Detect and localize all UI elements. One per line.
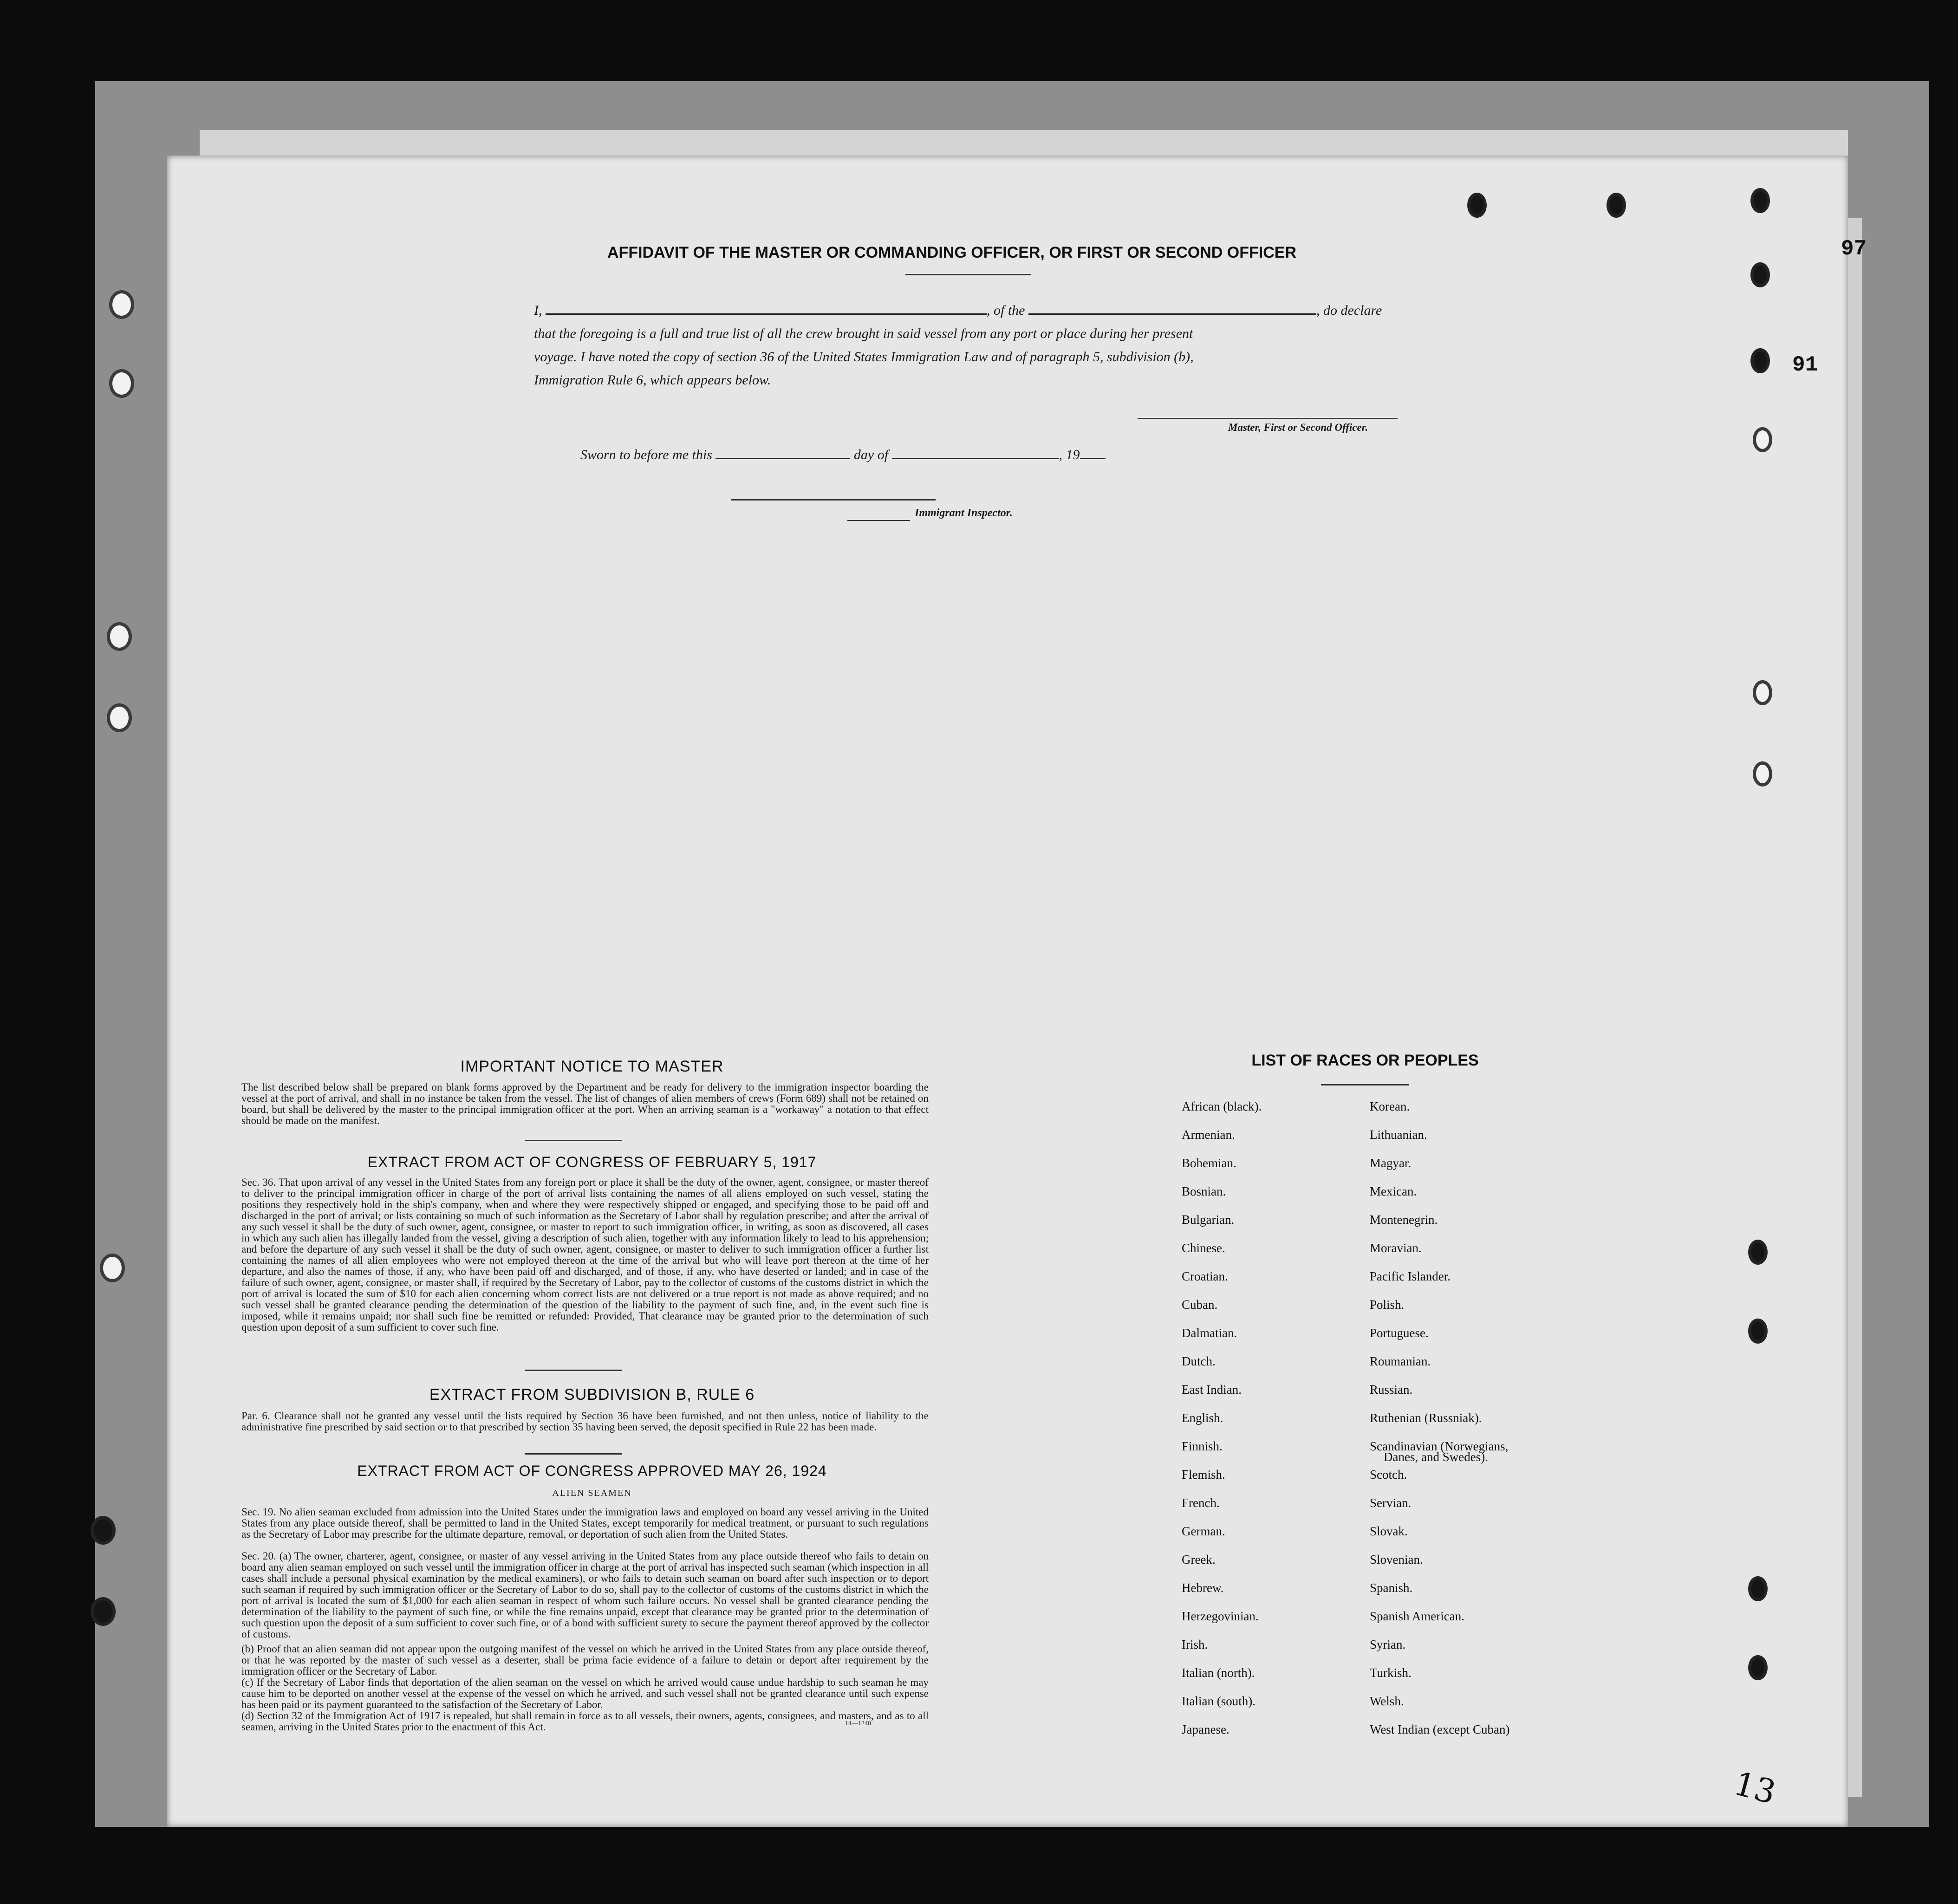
affidavit-line-1 — [534, 303, 1439, 318]
race-item: Servian. — [1370, 1496, 1412, 1510]
binder-hole — [1748, 1576, 1768, 1601]
page-number-mark-right: 91 — [1792, 353, 1818, 377]
races-rule — [1321, 1084, 1409, 1085]
race-item: Spanish. — [1370, 1581, 1413, 1595]
race-item: Dalmatian. — [1182, 1326, 1237, 1340]
race-item: Russian. — [1370, 1383, 1413, 1397]
race-item: Scotch. — [1370, 1468, 1407, 1482]
binder-hole — [1753, 680, 1772, 705]
day-of-text: day of — [853, 447, 889, 462]
race-item: Bosnian. — [1182, 1184, 1226, 1198]
race-item: Ruthenian (Russniak). — [1370, 1411, 1482, 1425]
race-item: Cuban. — [1182, 1298, 1218, 1312]
binder-hole — [1748, 1240, 1768, 1265]
race-item: Bulgarian. — [1182, 1213, 1235, 1227]
race-item: Croatian. — [1182, 1269, 1228, 1283]
race-item: East Indian. — [1182, 1383, 1242, 1397]
extract-1924-sec20a: Sec. 20. (a) The owner, charterer, agent, consignee, or master of any vessel arriving in the United States from any place outside thereof who fails to detain on board any alien seaman employed on such vessel until the immigration officer in charge at the port of arrival has inspected such seaman (which inspection in all cases shall include a personal physical examination by the medical examiners), or who fails to detain such seaman on board after such inspection or to deport such seaman if required by such immigration officer or the Secretary of Labor to do so, shall pay to the collector of customs of the customs district in which the port of arrival is located the sum of $1,000 for each alien seaman in respect of whom such failure occurs. No vessel shall be granted clearance pending the determination of the liability to the payment of such fine, or while the fine remains unpaid, except that clearance may be granted prior to the determination of such question upon the deposit of a sum sufficient to cover such fine, or of a bond with sufficient surety to secure the payment thereof approved by the collector of customs. — [241, 1551, 929, 1640]
race-item: Mexican. — [1370, 1184, 1417, 1198]
race-item: Magyar. — [1370, 1156, 1412, 1170]
section-rule — [525, 1453, 622, 1455]
race-item: Slovak. — [1370, 1524, 1408, 1538]
race-item: Scandinavian (Norwegians, — [1370, 1439, 1509, 1453]
binder-hole — [109, 290, 134, 319]
sworn-text: Sworn to before me this — [580, 447, 712, 462]
race-item: Roumanian. — [1370, 1354, 1431, 1368]
binder-hole — [100, 1254, 125, 1282]
race-item: Montenegrin. — [1370, 1213, 1438, 1227]
race-item: Italian (south). — [1182, 1694, 1255, 1708]
affidavit-declare: , do declare — [1316, 303, 1382, 318]
sworn-month-blank[interactable] — [892, 458, 1059, 459]
sworn-year-blank[interactable] — [1080, 458, 1106, 459]
race-item: Bohemian. — [1182, 1156, 1236, 1170]
form-number: 14—1240 — [845, 1720, 871, 1727]
binder-hole — [1748, 1319, 1768, 1344]
extract-1924-sec20b: (b) Proof that an alien seaman did not appear upon the outgoing manifest of the vessel on which he arrived in the United States from any place outside thereof, or that he was reported by the master of such vessel as a deserter, shall be prima facie evidence of a failure to detain or deport after requirement by the immigration officer or the Secretary of Labor. — [241, 1643, 929, 1677]
race-item: Armenian. — [1182, 1128, 1235, 1142]
master-name-blank[interactable] — [546, 313, 987, 315]
race-item: Dutch. — [1182, 1354, 1216, 1368]
inspector-dotted-line — [847, 520, 910, 521]
affidavit-i: I, — [534, 303, 542, 318]
race-item: Lithuanian. — [1370, 1128, 1427, 1142]
race-item: Greek. — [1182, 1553, 1216, 1566]
inspector-signature-line[interactable] — [731, 499, 936, 500]
alien-seamen-subtitle: ALIEN SEAMEN — [552, 1488, 632, 1498]
extract-rule6-title: EXTRACT FROM SUBDIVISION B, RULE 6 — [429, 1386, 755, 1404]
race-item: German. — [1182, 1524, 1225, 1538]
race-item: Syrian. — [1370, 1638, 1406, 1651]
race-item: Herzegovinian. — [1182, 1609, 1259, 1623]
page-number-mark-top: 97 — [1841, 237, 1867, 261]
extract-1924-sec20d: (d) Section 32 of the Immigration Act of 1917 is repealed, but shall remain in force as to all vessels, their owners, agents, consignees, and masters, and as to all seamen, arriving in the United States prior to the enactment of this Act. — [241, 1710, 929, 1733]
race-item: Moravian. — [1370, 1241, 1422, 1255]
handwritten-mark: 13 — [1730, 1764, 1780, 1812]
extract-rule6-body: Par. 6. Clearance shall not be granted any vessel until the lists required by Section 36 have been furnished, and not then unless, notice of liability to the administrative fine prescribed by said section or to that prescribed by section 35 having been served, the deposit specified in Rule 22 has been made. — [241, 1410, 929, 1433]
race-item: Welsh. — [1370, 1694, 1404, 1708]
affidavit-line-3: voyage. I have noted the copy of section 36 of the United States Immigration Law and of paragraph 5, subdivision (b), — [534, 349, 1194, 364]
affidavit-of-the: , of the — [987, 303, 1025, 318]
race-item: Japanese. — [1182, 1722, 1229, 1736]
section-rule — [525, 1370, 622, 1371]
extract-1924-sec19: Sec. 19. No alien seaman excluded from admission into the United States under the immigration laws and employed on board any vessel arriving in the United States from any place outside thereof, shall be permitted to land in the United States, except temporarily for medical treatment, or pursuant to such regulations as the Secretary of Labor may prescribe for the ultimate departure, removal, or deportation of such alien from the United States. — [241, 1506, 929, 1540]
binder-hole — [1753, 427, 1772, 452]
notice-body: The list described below shall be prepared on blank forms approved by the Department and be ready for delivery to the immigration inspector boarding the vessel at the port of arrival, and shall in no instance be taken from the vessel. The list of changes of alien members of crews (Form 689) shall not be retained on board, but shall be delivered by the master to the principal immigration officer at the port. When an arriving seaman is a "workaway" a notation to that effect should be made on the manifest. — [241, 1081, 929, 1126]
extract-1917-title: EXTRACT FROM ACT OF CONGRESS OF FEBRUARY 5, 1917 — [367, 1154, 817, 1170]
binder-hole — [1748, 1655, 1768, 1680]
race-item: Korean. — [1370, 1099, 1410, 1113]
binder-hole — [1753, 761, 1772, 786]
binder-hole — [1467, 193, 1487, 218]
signature-label: Master, First or Second Officer. — [1228, 422, 1368, 433]
extract-1917-body: Sec. 36. That upon arrival of any vessel in the United States from any foreign port or place it shall be the duty of the owner, agent, consignee, or master thereof to deliver to the principal immigration officer in charge of the port of arrival lists containing the names of all aliens employed on such vessel, stating the positions they respectively hold in the ship's company, when and where they were respectively shipped or engaged, and specifying those to be paid off and discharged in the port of arrival; or lists containing so much of such information as the Secretary of Labor shall by regulation prescribe; and after the arrival of any such vessel it shall be the duty of such owner, agent, consignee, or master to report to such immigration officer, in writing, as soon as discovered, all cases in which any such alien has illegally landed from the vessel, giving a description of such alien, together with any information likely to lead to his apprehension; and before the departure of any such vessel it shall be the duty of such owner, agent, consignee, or master to deliver to such immigration officer a further list containing the names of all alien employees who were not employed thereon at the time of the arrival but who will leave port thereon at the time of her departure, and also the names of those, if any, who have been paid off and discharged, and of those, if any, who have deserted or landed; and in case of the failure of such owner, agent, consignee, or master shall, if required by the Secretary of Labor, pay to the collector of customs of the customs district in which the port of arrival is located the sum of $10 for each alien concerning whom correct lists are not delivered or a true report is not made as above required; and no such vessel shall be granted clearance pending the determination of the question of the liability to the payment of such fine, and, in the event such fine is imposed, while it remains unpaid; nor shall such fine be remitted or refunded: Provided, That clearance may be granted prior to the determination of such question upon deposit of a sum sufficient to cover such fine. — [241, 1177, 929, 1333]
race-item: Polish. — [1370, 1298, 1405, 1312]
inspector-label: Immigrant Inspector. — [915, 507, 1013, 519]
race-item: English. — [1182, 1411, 1223, 1425]
race-item: Italian (north). — [1182, 1666, 1255, 1680]
binder-hole — [107, 703, 132, 732]
race-item: French. — [1182, 1496, 1220, 1510]
binder-hole — [91, 1516, 116, 1545]
race-item: Slovenian. — [1370, 1553, 1423, 1566]
affidavit-line-4: Immigration Rule 6, which appears below. — [534, 372, 771, 388]
binder-hole — [1750, 188, 1770, 213]
races-title: LIST OF RACES OR PEOPLES — [1251, 1052, 1479, 1069]
section-rule — [525, 1140, 622, 1141]
race-item: Turkish. — [1370, 1666, 1412, 1680]
race-item: Pacific Islander. — [1370, 1269, 1451, 1283]
race-item: Hebrew. — [1182, 1581, 1224, 1595]
race-item-continuation: Danes, and Swedes). — [1384, 1450, 1488, 1464]
race-item: Irish. — [1182, 1638, 1208, 1651]
race-item: West Indian (except Cuban) — [1370, 1722, 1510, 1736]
race-item: African (black). — [1182, 1099, 1262, 1113]
vessel-name-blank[interactable] — [1028, 313, 1316, 315]
affidavit-title: AFFIDAVIT OF THE MASTER OR COMMANDING OFFICER, OR FIRST OR SECOND OFFICER — [607, 244, 1296, 261]
binder-hole — [91, 1597, 116, 1626]
binder-hole — [1750, 348, 1770, 373]
race-item: Spanish American. — [1370, 1609, 1464, 1623]
binder-hole — [1750, 262, 1770, 287]
race-item: Flemish. — [1182, 1468, 1225, 1482]
binder-hole — [1607, 193, 1626, 218]
affidavit-line-2: that the foregoing is a full and true list of all the crew brought in said vessel from any port or place during her present — [534, 326, 1193, 341]
notice-title: IMPORTANT NOTICE TO MASTER — [460, 1058, 724, 1075]
sworn-line — [580, 447, 1106, 463]
year-prefix: , 19 — [1059, 447, 1080, 462]
binder-hole — [107, 622, 132, 651]
title-rule — [905, 274, 1031, 275]
binder-hole — [109, 369, 134, 398]
race-item: Finnish. — [1182, 1439, 1223, 1453]
race-item: Chinese. — [1182, 1241, 1225, 1255]
extract-1924-sec20c: (c) If the Secretary of Labor finds that deportation of the alien seaman on the vessel on which he arrived would cause undue hardship to such seaman he may cause him to be deported on another vessel at the expense of the vessel on which he arrived, and such vessel shall not be granted clearance until such expense has been paid or its payment guaranteed to the satisfaction of the Secretary of Labor. — [241, 1677, 929, 1710]
extract-1924-title: EXTRACT FROM ACT OF CONGRESS APPROVED MAY 26, 1924 — [357, 1462, 827, 1479]
signature-line[interactable] — [1138, 418, 1398, 419]
sworn-day-blank[interactable] — [716, 458, 850, 459]
race-item: Portuguese. — [1370, 1326, 1429, 1340]
